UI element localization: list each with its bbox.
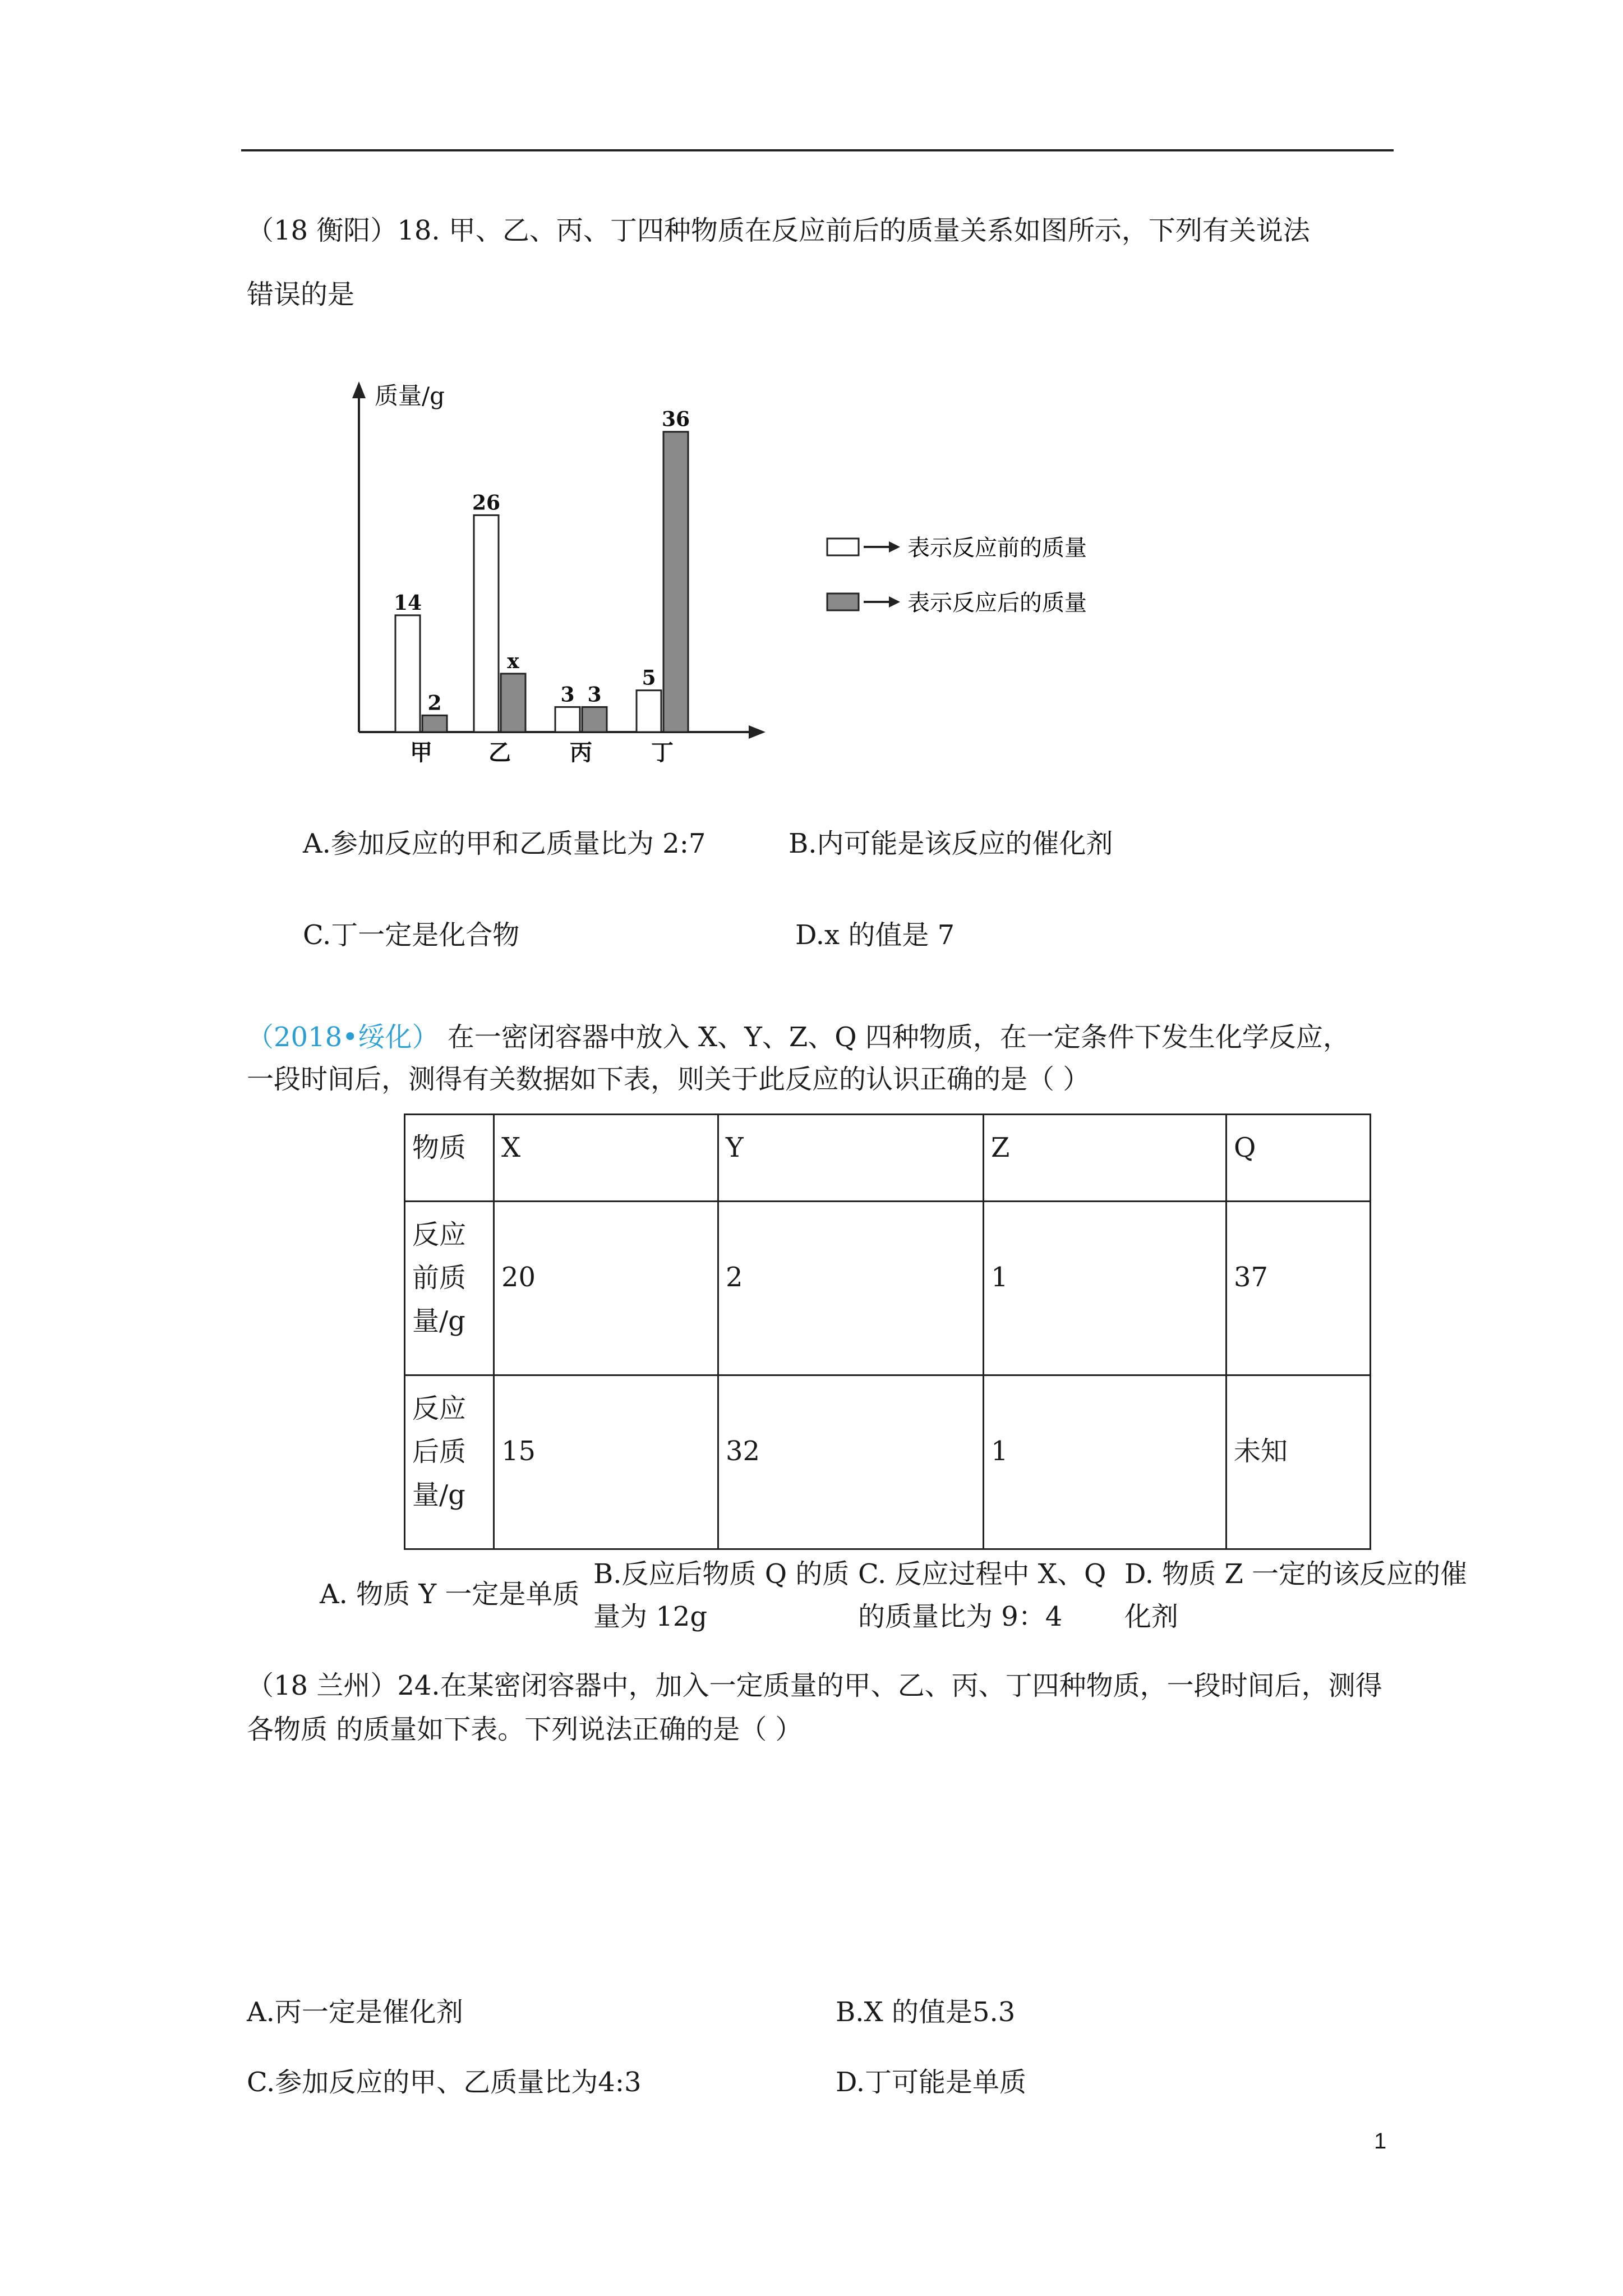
bar — [422, 715, 447, 732]
table-cell: 20 — [494, 1202, 718, 1375]
y-axis-arrow — [352, 381, 366, 398]
q3-stem-line2: 各物质 的质量如下表。下列说法正确的是（ ） — [247, 1714, 803, 1745]
bar-value-label: 26 — [472, 491, 501, 515]
bar — [582, 707, 607, 732]
q2-stem-line1 — [247, 1022, 1350, 1053]
bar — [395, 615, 420, 732]
q1-option-b: B.内可能是该反应的催化剂 — [789, 828, 1113, 859]
row-label-line: 反应 — [412, 1393, 467, 1424]
bar-value-label: x — [507, 649, 519, 673]
q3-option-c: C.参加反应的甲、乙质量比为4:3 — [247, 2067, 642, 2098]
q2-option-d-line2: 化剂 — [1124, 1601, 1179, 1632]
table-cell: 32 — [718, 1375, 984, 1549]
legend-swatch — [827, 539, 859, 555]
q2-option-a: A. 物质 Y 一定是单质 — [320, 1579, 580, 1610]
row-label-line: 反应 — [412, 1219, 467, 1250]
bar — [637, 691, 661, 732]
table-header-row — [405, 1115, 1371, 1202]
table-row — [405, 1375, 1371, 1549]
q3-option-a: A.丙一定是催化剂 — [247, 1996, 463, 2028]
bar — [501, 674, 525, 732]
legend-swatch — [827, 593, 859, 610]
bar — [555, 707, 580, 732]
table-header-cell: Q — [1227, 1115, 1371, 1202]
q3-stem-line1: （18 兰州）24.在某密闭容器中，加入一定质量的甲、乙、丙、丁四种物质，一段时间后，测得 — [247, 1670, 1382, 1701]
table-cell: 1 — [984, 1202, 1227, 1375]
q2-option-b-line1: B.反应后物质 Q 的质 — [593, 1558, 850, 1590]
legend-label: 表示反应后的质量 — [907, 590, 1087, 616]
y-axis-label: 质量/g — [375, 382, 445, 409]
table-header-cell: 物质 — [405, 1115, 494, 1202]
bar-value-label: 14 — [393, 591, 422, 615]
row-label-line: 后质 — [412, 1435, 467, 1467]
category-label: 丙 — [570, 739, 592, 766]
category-label: 乙 — [488, 739, 511, 766]
bar-value-label: 3 — [587, 683, 602, 707]
legend-label: 表示反应前的质量 — [907, 535, 1087, 561]
page-number: 1 — [1374, 2129, 1387, 2154]
chart-legend — [827, 535, 1087, 616]
q2-option-c-line2: 的质量比为 9：4 — [858, 1601, 1063, 1632]
row-label-line: 前质 — [412, 1262, 467, 1294]
table-cell: 37 — [1227, 1202, 1371, 1375]
q2-option-d-line1: D. 物质 Z 一定的该反应的催 — [1124, 1558, 1468, 1590]
q2-option-c-line1: C. 反应过程中 X、Q — [858, 1558, 1106, 1590]
legend-arrow-head — [889, 541, 900, 553]
q1-stem-line2: 错误的是 — [247, 279, 355, 310]
q2-data-table — [404, 1114, 1371, 1550]
header-rule — [241, 149, 1394, 151]
q2-source: （2018•绥化） — [247, 1022, 439, 1053]
q1-option-a: A.参加反应的甲和乙质量比为 2:7 — [303, 828, 706, 859]
chart-bars — [394, 408, 690, 766]
bar-value-label: 3 — [560, 683, 575, 707]
row-label-line: 量/g — [412, 1305, 465, 1337]
bar-value-label: 36 — [661, 407, 690, 431]
row-label-line: 量/g — [412, 1479, 465, 1511]
mass-bar-chart — [336, 359, 1155, 785]
bar-value-label: 2 — [427, 691, 442, 715]
bar — [663, 432, 688, 732]
table-row-label — [405, 1202, 494, 1375]
q3-option-b: B.X 的值是5.3 — [836, 1996, 1016, 2028]
table-row-label — [405, 1375, 494, 1549]
table-cell: 未知 — [1227, 1375, 1371, 1549]
bar — [474, 515, 499, 732]
q1-option-c: C.丁一定是化合物 — [303, 919, 520, 951]
q1-option-d: D.x 的值是 7 — [795, 919, 955, 951]
table-cell: 1 — [984, 1375, 1227, 1549]
table-header-cell: Y — [718, 1115, 984, 1202]
q2-option-b-line2: 量为 12g — [593, 1601, 708, 1632]
legend-arrow-head — [889, 596, 900, 608]
table-row — [405, 1202, 1371, 1375]
q3-option-d: D.丁可能是单质 — [836, 2067, 1027, 2098]
table-header-cell: X — [494, 1115, 718, 1202]
category-label: 甲 — [410, 739, 432, 766]
table-cell: 15 — [494, 1375, 718, 1549]
category-label: 丁 — [651, 739, 674, 766]
q2-stem-line2: 一段时间后，测得有关数据如下表，则关于此反应的认识正确的是（ ） — [247, 1064, 1090, 1095]
q1-stem-line1: （18 衡阳）18. 甲、乙、丙、丁四种物质在反应前后的质量关系如图所示，下列有关说法 — [247, 215, 1310, 246]
table-cell: 2 — [718, 1202, 984, 1375]
bar-value-label: 5 — [642, 666, 656, 690]
q2-stem-text: 在一密闭容器中放入 X、Y、Z、Q 四种物质，在一定条件下发生化学反应， — [439, 1022, 1350, 1053]
x-axis-arrow — [749, 725, 766, 739]
table-header-cell: Z — [984, 1115, 1227, 1202]
